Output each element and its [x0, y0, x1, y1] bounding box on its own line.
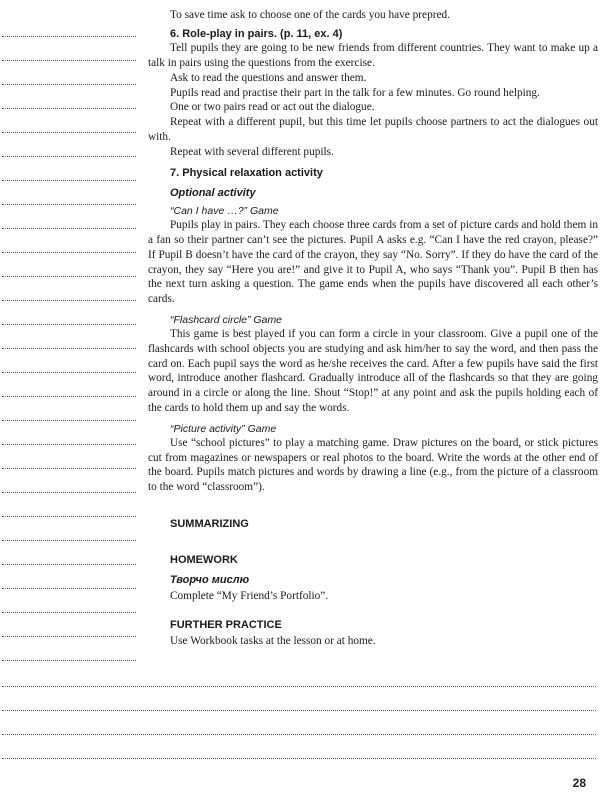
margin-line	[2, 132, 136, 133]
note-line	[2, 710, 596, 711]
page-number: 28	[572, 776, 586, 790]
game-description: This game is best played if you can form a circle in your classroom. Give a pupil one of the flashcards with school objects you are studying and ask him/her to say the word, and then pass the card on. Each pupil says the word as he/she receives the card. After a few pupils have said the first word, introduce another flashcard. Gradually introduce all of the flashcards so that they are going around in a circle or along the line. Shout “Stop!” at any point and ask the pupils holding each of the cards to hold them up and say the words.	[148, 327, 598, 414]
further-practice-heading: FURTHER PRACTICE	[170, 618, 282, 631]
margin-line	[2, 492, 136, 493]
further-practice-text: Use Workbook tasks at the lesson or at home.	[170, 634, 376, 647]
margin-line	[2, 348, 136, 349]
homework-heading: HOMEWORK	[170, 553, 238, 566]
margin-line	[2, 108, 136, 109]
margin-line	[2, 36, 136, 37]
section-6-paragraph: Ask to read the questions and answer them.	[170, 71, 367, 84]
margin-line	[2, 396, 136, 397]
margin-line	[2, 228, 136, 229]
game-description: Pupils play in pairs. They each choose three cards from a set of picture cards and hold them in a fan so their partner can’t see the pictures. Pupil A asks e.g. “Can I have the red crayon, please?” If Pupil B doesn’t have the card of the crayon, they say “No. Sorry”. If they do have the card of the crayon, they say “Here you are!” and give it to Pupil A, who says “Thank you”. Pupil B then has the next turn asking a question. The game ends when the pupils have discovered all each other’s cards.	[148, 219, 598, 306]
margin-line	[2, 204, 136, 205]
margin-line	[2, 372, 136, 373]
game-description: Use “school pictures” to play a matching game. Draw pictures on the board, or stick pictures cut from magazines or newspapers or real photos to the board. Write the words at the other end of the board. Pupils match pictures and words by drawing a line (e.g., from the picture of a classroom to the word “classroom”).	[148, 436, 598, 494]
margin-line	[2, 564, 136, 565]
note-line	[2, 758, 596, 759]
game-title: “Flashcard circle” Game	[170, 313, 283, 326]
margin-line	[2, 156, 136, 157]
section-6-paragraph: One or two pairs read or act out the dialogue.	[170, 101, 375, 114]
note-line	[2, 734, 596, 735]
margin-line	[2, 636, 136, 637]
margin-line	[2, 420, 136, 421]
section-6-heading: 6. Role-play in pairs. (p. 11, ex. 4)	[170, 27, 343, 40]
margin-line	[2, 468, 136, 469]
margin-line	[2, 300, 136, 301]
game-title: “Picture activity” Game	[170, 422, 277, 435]
game-title: “Can I have …?” Game	[170, 205, 279, 218]
margin-line	[2, 612, 136, 613]
margin-line	[2, 84, 136, 85]
homework-text: Complete “My Friend’s Portfolio”.	[170, 589, 329, 602]
homework-subheading: Творчо мислю	[170, 573, 250, 586]
intro-paragraph: To save time ask to choose one of the cards you have prepred.	[170, 9, 450, 21]
margin-line	[2, 180, 136, 181]
section-6-paragraph: Repeat with several different pupils.	[170, 145, 334, 158]
summarizing-heading: SUMMARIZING	[170, 517, 249, 530]
section-6-paragraph: Tell pupils they are going to be new friends from different countries. They want to make up a talk in pairs using the questions from the exercise.	[148, 42, 598, 70]
margin-line	[2, 276, 136, 277]
section-6-paragraph: Repeat with a different pupil, but this time let pupils choose partners to act the dialogues out with.	[148, 116, 598, 144]
margin-line	[2, 516, 136, 517]
margin-note-lines	[0, 0, 138, 675]
margin-line	[2, 252, 136, 253]
margin-line	[2, 540, 136, 541]
note-line	[2, 686, 596, 687]
lesson-content	[148, 8, 598, 649]
margin-line	[2, 324, 136, 325]
margin-line	[2, 60, 136, 61]
section-7-heading: 7. Physical relaxation activity	[170, 166, 323, 179]
margin-line	[2, 588, 136, 589]
margin-line	[2, 660, 136, 661]
section-6-paragraph: Pupils read and practise their part in the talk for a few minutes. Go round helping.	[170, 86, 540, 99]
optional-activity-label: Optional activity	[170, 187, 256, 200]
margin-line	[2, 444, 136, 445]
